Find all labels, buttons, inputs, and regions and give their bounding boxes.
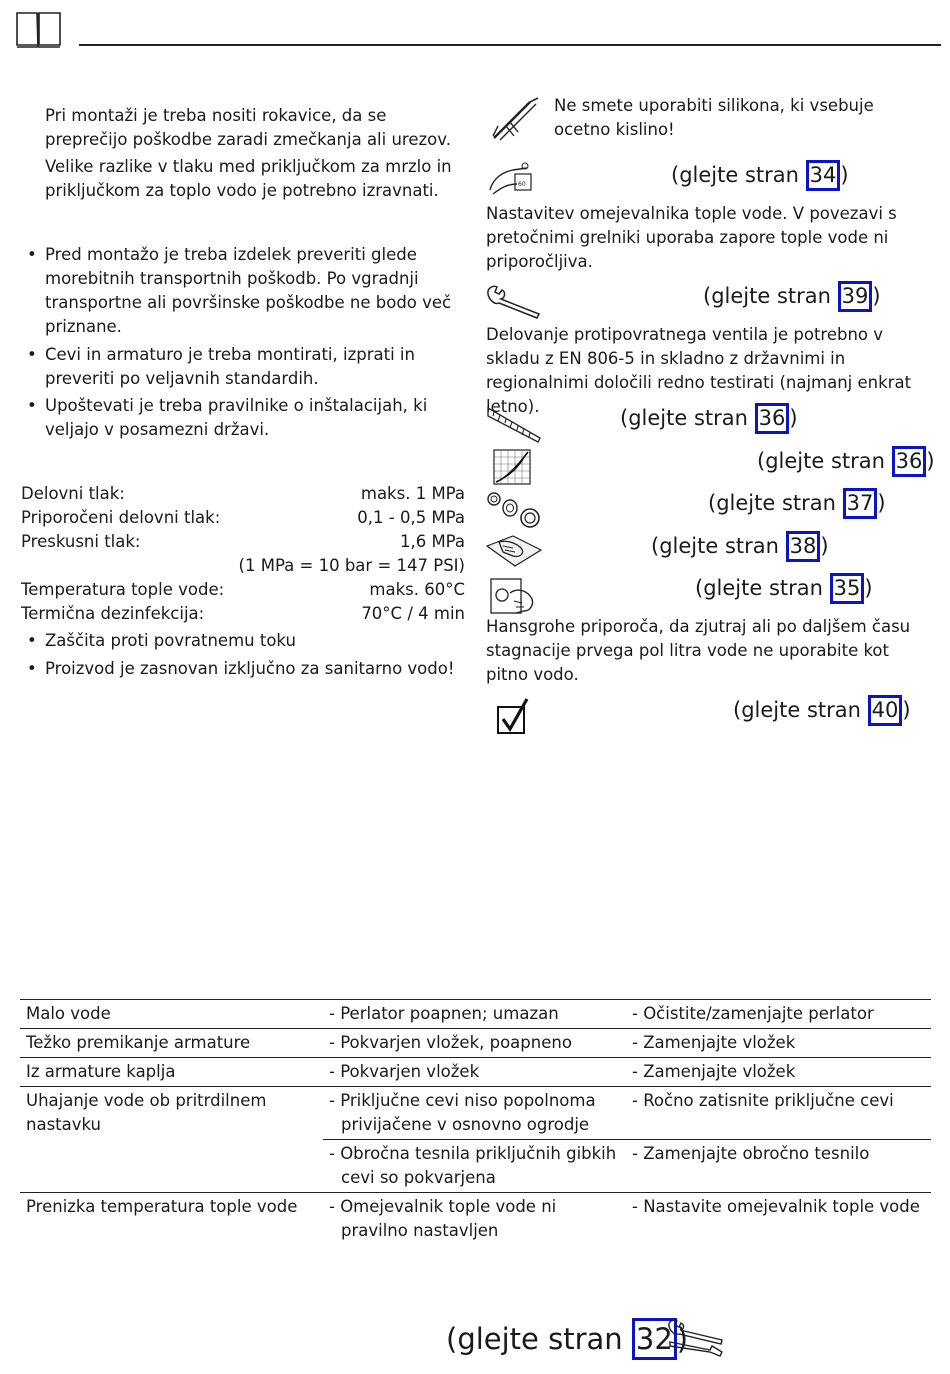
bullet-item: • Upoštevati je treba pravilnike o inštalacijah, ki veljajo v posamezni državi. bbox=[27, 396, 428, 439]
page-reference: (glejte stran 38 ) bbox=[651, 531, 829, 562]
page-reference: (glejte stran 34 ) bbox=[671, 160, 849, 191]
header-rule bbox=[79, 44, 941, 46]
bullet-item: • Zaščita proti povratnemu toku bbox=[27, 631, 296, 650]
backflow-note: Delovanje protipovratnega ventila je potrebno v skladu z EN 806-5 in skladno z državnimi in regionalnimi določili redno testirati (najmanj enkrat letno). bbox=[486, 325, 912, 416]
page-link[interactable]: 38 bbox=[786, 531, 821, 562]
seals-icon bbox=[486, 490, 542, 534]
table-cell-problem: Prenizka temperatura tople vode bbox=[20, 1193, 323, 1246]
tools-icon bbox=[666, 1318, 726, 1362]
table-row bbox=[20, 1029, 931, 1058]
table-cell-problem: Težko premikanje armature bbox=[20, 1029, 323, 1058]
page-link[interactable]: 36 bbox=[892, 446, 927, 477]
page-link[interactable]: 34 bbox=[806, 160, 841, 191]
table-cell-remedy: - Nastavite omejevalnik tople vode bbox=[626, 1193, 931, 1246]
flow-diagram-icon bbox=[492, 448, 532, 490]
troubleshooting-table bbox=[20, 999, 931, 1245]
page-reference: (glejte stran 36 ) bbox=[757, 446, 935, 477]
table-cell-cause: - Pokvarjen vložek bbox=[323, 1058, 626, 1087]
book-icon bbox=[15, 9, 63, 53]
table-cell-cause: - Perlator poapnen; umazan bbox=[323, 1000, 626, 1029]
checkmark-box-icon bbox=[496, 697, 530, 741]
hansgrohe-note: Hansgrohe priporoča, da zjutraj ali po daljšem času stagnacije prvega pol litra vode ne uporabite kot pitno vodo. bbox=[486, 617, 911, 684]
ruler-icon bbox=[486, 404, 542, 448]
page-reference: (glejte stran 39 ) bbox=[703, 281, 881, 312]
limiter-note: Nastavitev omejevalnika tople vode. V povezavi s pretočnimi grelniki uporaba zapore tople vode ni priporočljiva. bbox=[486, 204, 897, 271]
spec-row: Temperatura tople vode: maks. 60°C bbox=[21, 580, 465, 599]
spec-row: Termična dezinfekcija: 70°C / 4 min bbox=[21, 604, 465, 623]
intro-paragraph-1: Pri montaži je treba nositi rokavice, da se preprečijo poškodbe zaradi zmečkanja ali urezov. bbox=[45, 106, 451, 149]
silicone-note: Ne smete uporabiti silikona, ki vsebuje ocetno kislino! bbox=[554, 96, 874, 139]
cleaning-cloth-icon bbox=[485, 532, 543, 574]
footer-page-reference: (glejte stran 32 ) bbox=[446, 1318, 688, 1360]
spec-row: (1 MPa = 10 bar = 147 PSI) bbox=[238, 556, 465, 575]
table-cell-cause: - Obročna tesnila priključnih gibkih cevi so pokvarjena bbox=[323, 1140, 626, 1193]
table-cell-remedy: - Zamenjajte vložek bbox=[626, 1029, 931, 1058]
hand-dial-icon bbox=[487, 160, 535, 202]
table-cell-remedy: - Očistite/zamenjajte perlator bbox=[626, 1000, 931, 1029]
spec-row: Priporočeni delovni tlak: 0,1 - 0,5 MPa bbox=[21, 508, 465, 527]
table-row bbox=[20, 1193, 931, 1246]
table-cell-problem bbox=[20, 1140, 323, 1193]
table-row bbox=[20, 1140, 931, 1193]
bullet-item: • Pred montažo je treba izdelek preveriti glede morebitnih transportnih poškodb. Po vgradnji transportne ali površinske poškodbe ne bodo več priznane. bbox=[27, 245, 452, 336]
table-row bbox=[20, 1058, 931, 1087]
table-cell-problem: Uhajanje vode ob pritrdilnem nastavku bbox=[20, 1087, 323, 1140]
spec-row: Delovni tlak: maks. 1 MPa bbox=[21, 484, 465, 503]
page-link[interactable]: 40 bbox=[868, 695, 903, 726]
intro-paragraph-2: Velike razlike v tlaku med priključkom za mrzlo in priključkom za toplo vodo je potrebno izravnati. bbox=[45, 157, 452, 200]
table-cell-remedy: - Ročno zatisnite priključne cevi bbox=[626, 1087, 931, 1140]
svg-text:60: 60 bbox=[518, 181, 526, 188]
page-reference: (glejte stran 35 ) bbox=[695, 573, 873, 604]
page-link[interactable]: 39 bbox=[838, 281, 873, 312]
table-cell-remedy: - Zamenjajte obročno tesnilo bbox=[626, 1140, 931, 1193]
cartridge-hand-icon bbox=[488, 573, 538, 621]
table-cell-cause: - Pokvarjen vložek, poapneno bbox=[323, 1029, 626, 1058]
page-link[interactable]: 32 bbox=[632, 1318, 677, 1360]
table-cell-cause: - Omejevalnik tople vode ni pravilno nastavljen bbox=[323, 1193, 626, 1246]
table-cell-cause: - Priključne cevi niso popolnoma privijačene v osnovno ogrodje bbox=[323, 1087, 626, 1140]
page-link[interactable]: 35 bbox=[830, 573, 865, 604]
page-reference: (glejte stran 37 ) bbox=[708, 488, 886, 519]
table-row bbox=[20, 1000, 931, 1029]
spec-row: Preskusni tlak: 1,6 MPa bbox=[21, 532, 465, 551]
table-row bbox=[20, 1087, 931, 1140]
page-link[interactable]: 36 bbox=[755, 403, 790, 434]
page-link[interactable]: 37 bbox=[843, 488, 878, 519]
bullet-item: • Cevi in armaturo je treba montirati, izprati in preveriti po veljavnih standardih. bbox=[27, 345, 415, 388]
page-reference: (glejte stran 36 ) bbox=[620, 403, 798, 434]
table-cell-problem: Malo vode bbox=[20, 1000, 323, 1029]
sealant-gun-icon bbox=[490, 96, 542, 146]
page-reference: (glejte stran 40 ) bbox=[733, 695, 911, 726]
table-cell-problem: Iz armature kaplja bbox=[20, 1058, 323, 1087]
bullet-item: • Proizvod je zasnovan izključno za sanitarno vodo! bbox=[27, 659, 455, 678]
table-cell-remedy: - Zamenjajte vložek bbox=[626, 1058, 931, 1087]
wrench-icon bbox=[485, 284, 543, 324]
